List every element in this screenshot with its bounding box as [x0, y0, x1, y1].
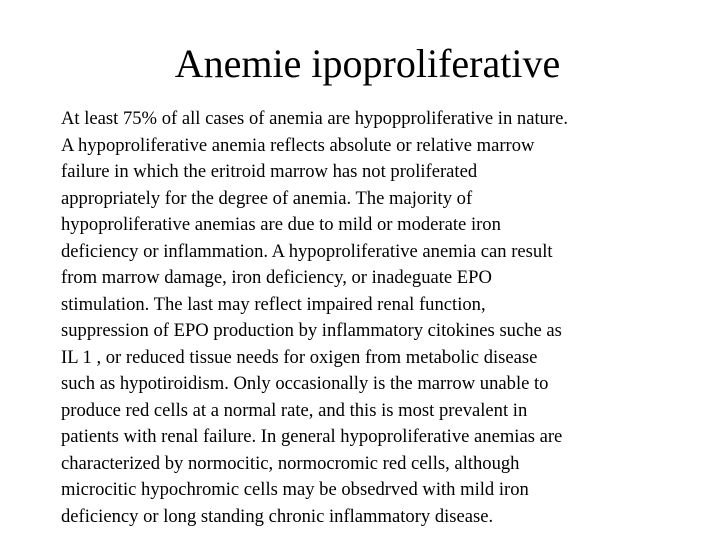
body-line: suppression of EPO production by inflammatory citokines suche as: [61, 320, 562, 341]
body-line: characterized by normocitic, normocromic red cells, although: [61, 452, 520, 474]
body-line: hypoproliferative anemias are due to mild or moderate iron: [61, 214, 501, 235]
body-line: IL 1 , or reduced tissue needs for oxigen from metabolic disease: [61, 346, 538, 368]
body-line: microcitic hypochromic cells may be obsedrved with mild iron: [61, 479, 529, 500]
body-line: such as hypotiroidism. Only occasionally is the marrow unable to: [61, 373, 549, 394]
body-line: At least 75% of all cases of anemia are hypopproliferative in nature.: [61, 108, 568, 129]
body-line: A hypoproliferative anemia reflects absolute or relative marrow: [61, 134, 535, 156]
body-line: deficiency or long standing chronic inflammatory disease.: [61, 505, 494, 527]
body-line: from marrow damage, iron deficiency, or inadeguate EPO: [61, 267, 492, 288]
body-line: failure in which the eritroid marrow has not proliferated: [61, 161, 478, 182]
body-line: appropriately for the degree of anemia. The majority of: [61, 187, 473, 209]
body-line: deficiency or inflammation. A hypoproliferative anemia can result: [61, 240, 553, 262]
body-line: produce red cells at a normal rate, and this is most prevalent in: [61, 399, 528, 421]
slide-title: Anemie ipoproliferative: [174, 41, 561, 86]
body-line: stimulation. The last may reflect impaired renal function,: [61, 293, 486, 315]
slide-body-text: [61, 106, 671, 530]
body-line: patients with renal failure. In general hypoproliferative anemias are: [61, 426, 563, 447]
